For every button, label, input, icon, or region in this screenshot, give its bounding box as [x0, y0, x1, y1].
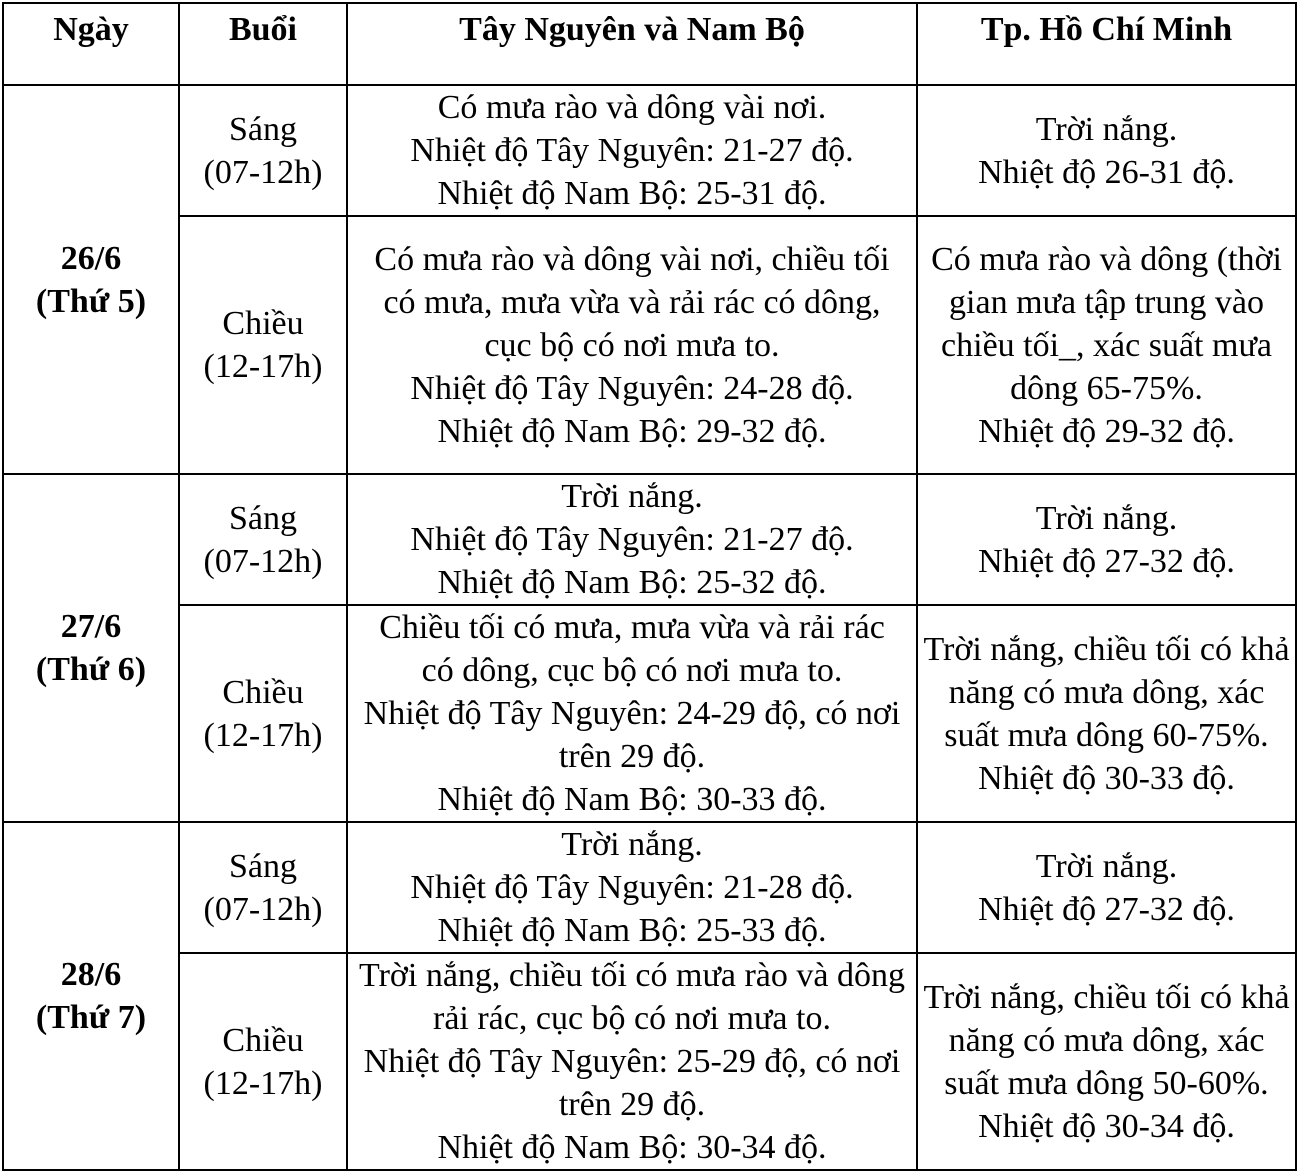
table-row [3, 85, 1296, 216]
forecast-text: Nhiệt độ 30-34 độ. [978, 1107, 1235, 1145]
session-cell [179, 953, 347, 1170]
session-hours: (12-17h) [203, 716, 323, 754]
city-forecast [917, 216, 1296, 474]
forecast-text: Nhiệt độ 27-32 độ. [978, 542, 1235, 580]
forecast-text: Trời nắng. [1035, 110, 1178, 148]
forecast-text: Trời nắng, chiều tối có khả năng có mưa dông, xác suất mưa dông 50-60%. [923, 978, 1290, 1102]
city-forecast [917, 822, 1296, 953]
session-cell [179, 605, 347, 822]
session-name: Sáng [229, 847, 297, 885]
forecast-text: Nhiệt độ 27-32 độ. [978, 890, 1235, 928]
forecast-text: Trời nắng. [1035, 847, 1178, 885]
forecast-text: Nhiệt độ Nam Bộ: 25-31 độ. [437, 175, 827, 212]
table-row [3, 216, 1296, 474]
forecast-text: Nhiệt độ Nam Bộ: 29-32 độ. [437, 412, 827, 450]
forecast-text: Nhiệt độ Tây Nguyên: 21-28 độ. [410, 869, 854, 906]
header-day: Ngày [3, 3, 179, 85]
session-name: Chiều [222, 1021, 304, 1059]
forecast-text: Nhiệt độ 29-32 độ. [978, 412, 1235, 450]
region-forecast [347, 85, 917, 216]
city-forecast [917, 953, 1296, 1170]
day-cell [3, 474, 179, 822]
session-name: Chiều [222, 673, 304, 711]
city-forecast [917, 474, 1296, 605]
header-row [3, 3, 1296, 85]
session-hours: (12-17h) [203, 1064, 323, 1102]
session-hours: (07-12h) [203, 153, 323, 191]
forecast-text: Nhiệt độ Nam Bộ: 30-34 độ. [437, 1129, 827, 1166]
weather-forecast-table [2, 2, 1297, 1171]
table-row [3, 953, 1296, 1170]
forecast-text: Nhiệt độ Nam Bộ: 25-33 độ. [437, 912, 827, 949]
region-forecast [347, 822, 917, 953]
day-cell [3, 822, 179, 1170]
header-city: Tp. Hồ Chí Minh [917, 3, 1296, 85]
day-date: 28/6 [60, 956, 122, 993]
forecast-text: Trời nắng. [561, 478, 703, 515]
table-row [3, 822, 1296, 953]
forecast-text: Trời nắng. [1035, 499, 1178, 537]
forecast-text: Nhiệt độ Nam Bộ: 25-32 độ. [437, 564, 827, 601]
session-hours: (12-17h) [203, 348, 323, 385]
forecast-text: Nhiệt độ Tây Nguyên: 21-27 độ. [410, 521, 854, 558]
session-name: Sáng [229, 499, 297, 537]
forecast-text: Trời nắng. [561, 826, 703, 863]
forecast-text: Nhiệt độ Tây Nguyên: 24-28 độ. [410, 369, 854, 407]
day-weekday: (Thứ 7) [35, 999, 147, 1036]
session-hours: (07-12h) [203, 890, 323, 928]
forecast-text: Nhiệt độ Nam Bộ: 30-33 độ. [437, 781, 827, 818]
forecast-text: Nhiệt độ 30-33 độ. [978, 759, 1235, 797]
day-weekday: (Thứ 5) [35, 282, 147, 320]
session-cell [179, 85, 347, 216]
forecast-text: Nhiệt độ 26-31 độ. [978, 153, 1235, 191]
session-hours: (07-12h) [203, 542, 323, 580]
table-row [3, 474, 1296, 605]
forecast-text: Trời nắng, chiều tối có khả năng có mưa dông, xác suất mưa dông 60-75%. [923, 630, 1290, 754]
session-name: Chiều [222, 305, 304, 342]
forecast-text: Trời nắng, chiều tối có mưa rào và dông rải rác, cục bộ có nơi mưa to. [359, 957, 905, 1037]
region-forecast [347, 605, 917, 822]
header-region: Tây Nguyên và Nam Bộ [347, 3, 917, 85]
forecast-text: Nhiệt độ Tây Nguyên: 24-29 độ, có nơi trên 29 độ. [363, 695, 901, 775]
day-date: 26/6 [60, 239, 122, 277]
day-date: 27/6 [60, 608, 122, 645]
forecast-text: Chiều tối có mưa, mưa vừa và rải rác có dông, cục bộ có nơi mưa to. [379, 609, 885, 689]
forecast-text: Nhiệt độ Tây Nguyên: 21-27 độ. [410, 132, 854, 169]
session-cell [179, 216, 347, 474]
forecast-text: Có mưa rào và dông vài nơi, chiều tối có mưa, mưa vừa và rải rác có dông, cục bộ có nơi mưa to. [374, 240, 890, 364]
session-cell [179, 822, 347, 953]
region-forecast [347, 216, 917, 474]
session-name: Sáng [229, 110, 297, 148]
forecast-text: Có mưa rào và dông vài nơi. [437, 89, 827, 126]
day-cell [3, 85, 179, 474]
session-cell [179, 474, 347, 605]
region-forecast [347, 474, 917, 605]
region-forecast [347, 953, 917, 1170]
forecast-text: Có mưa rào và dông (thời gian mưa tập trung vào chiều tối_, xác suất mưa dông 65-75%. [931, 240, 1282, 407]
day-weekday: (Thứ 6) [35, 651, 147, 688]
table-row [3, 605, 1296, 822]
header-session: Buổi [179, 3, 347, 85]
forecast-text: Nhiệt độ Tây Nguyên: 25-29 độ, có nơi trên 29 độ. [363, 1043, 901, 1123]
city-forecast [917, 605, 1296, 822]
city-forecast [917, 85, 1296, 216]
